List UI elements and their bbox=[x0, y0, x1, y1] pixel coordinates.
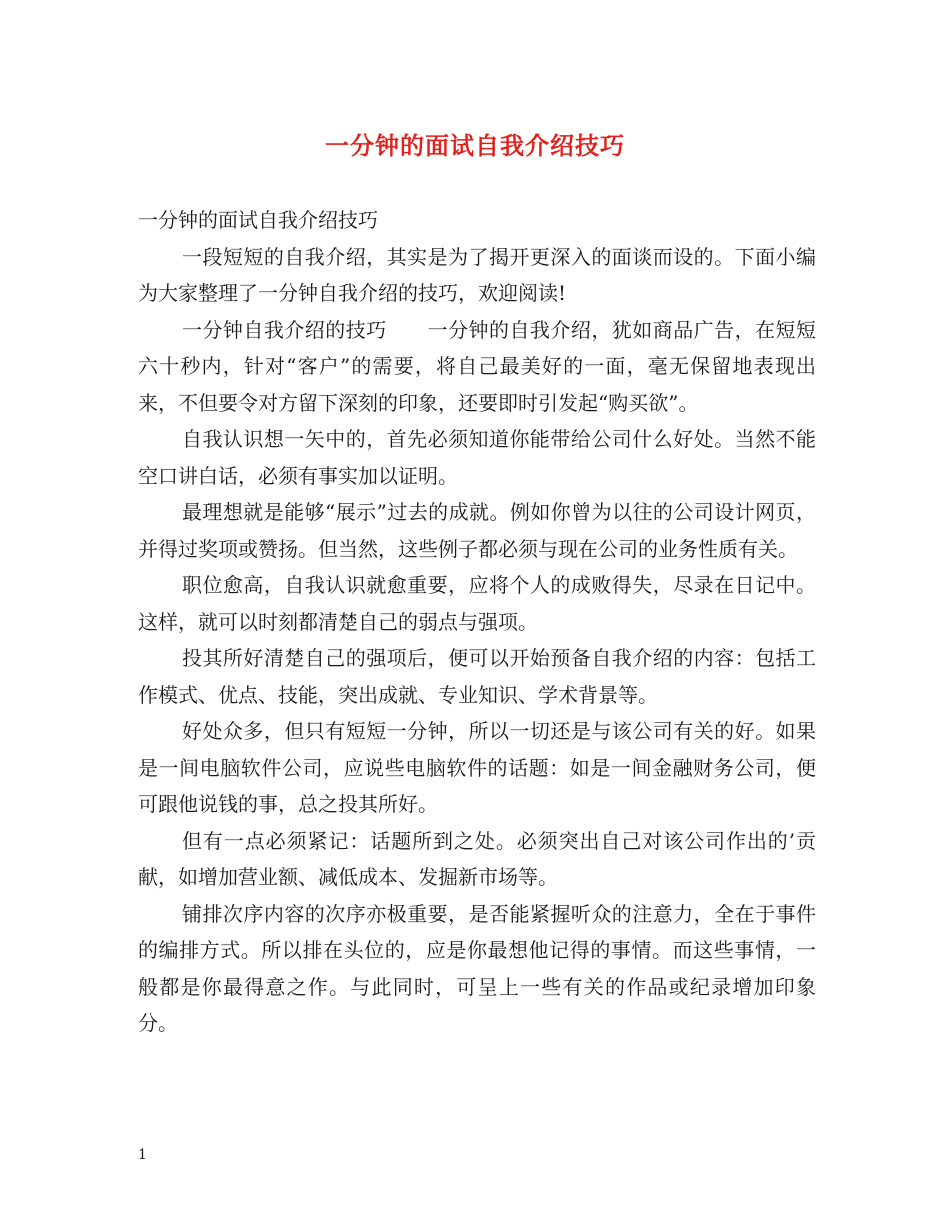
paragraph-1: 一段短短的自我介绍，其实是为了揭开更深入的面谈而设的。下面小编为大家整理了一分钟自我介绍的技巧，欢迎阅读! bbox=[138, 244, 816, 305]
paragraph-4: 最理想就是能够“展示”过去的成就。例如你曾为以往的公司设计网页，并得过奖项或赞扬。但当然，这些例子都必须与现在公司的业务性质有关。 bbox=[138, 500, 816, 561]
document-subtitle: 一分钟的面试自我介绍技巧 bbox=[138, 208, 378, 232]
document-title: 一分钟的面试自我介绍技巧 bbox=[325, 131, 625, 160]
paragraph-5: 职位愈高，自我认识就愈重要，应将个人的成败得失，尽录在日记中。这样，就可以时刻都清楚自己的弱点与强项。 bbox=[138, 573, 816, 634]
paragraph-6: 投其所好清楚自己的强项后，便可以开始预备自我介绍的内容：包括工作模式、优点、技能，突出成就、专业知识、学术背景等。 bbox=[138, 646, 816, 707]
document-body bbox=[138, 202, 816, 1042]
paragraph-2: 一分钟自我介绍的技巧 一分钟的自我介绍，犹如商品广告，在短短六十秒内，针对“客户”的需要，将自己最美好的一面，毫无保留地表现出来，不但要令对方留下深刻的印象，还要即时引发起“购买欲”。 bbox=[138, 317, 816, 415]
paragraph-3: 自我认识想一矢中的，首先必须知道你能带给公司什么好处。当然不能空口讲白话，必须有事实加以证明。 bbox=[138, 427, 816, 488]
paragraph-9: 铺排次序内容的次序亦极重要，是否能紧握听众的注意力，全在于事件的编排方式。所以排在头位的，应是你最想他记得的事情。而这些事情，一般都是你最得意之作。与此同时，可呈上一些有关的作品或纪录增加印象分。 bbox=[138, 901, 816, 1035]
paragraph-7: 好处众多，但只有短短一分钟，所以一切还是与该公司有关的好。如果是一间电脑软件公司，应说些电脑软件的话题：如是一间金融财务公司，便可跟他说钱的事，总之投其所好。 bbox=[138, 719, 816, 816]
paragraph-8: 但有一点必须紧记：话题所到之处。必须突出自己对该公司作出的’贡献，如增加营业额、减低成本、发掘新市场等。 bbox=[138, 828, 816, 889]
page-number: 1 bbox=[138, 1147, 147, 1163]
